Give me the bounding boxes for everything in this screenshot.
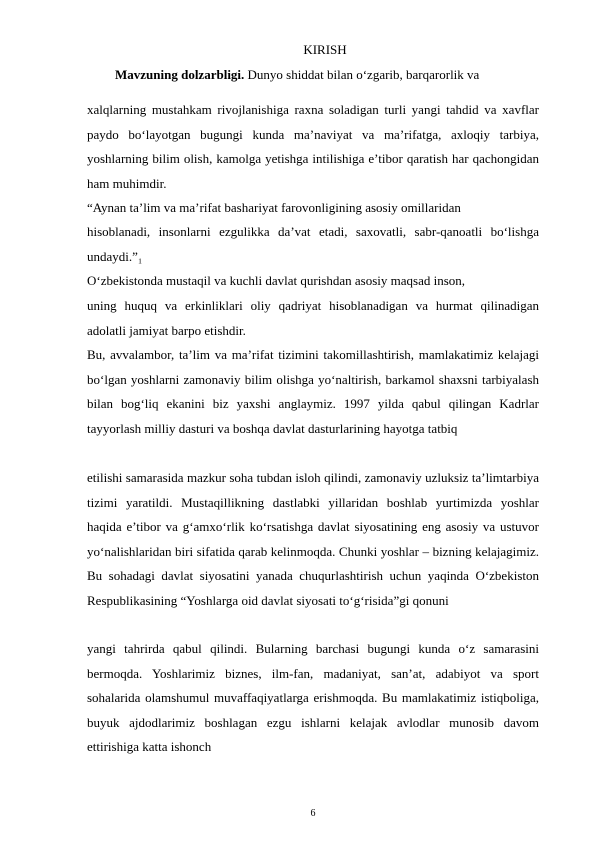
paragraph-quote-start: “Aynan ta’lim va ma’rifat bashariyat farovonligining asosiy omillaridan [87,200,461,215]
paragraph-threats: xalqlarning mustahkam rivojlanishiga raxna soladigan turli yangi tahdid va xavflar paydo bo‘layotgan bugungi kunda ma’naviyat va ma’rifatga, axloqiy tarbiya, yoshlarning bilim olish, kamolga yetishga intilishiga e’tibor qaratish har qachongidan ham muhimdir. [87,102,539,191]
page-number: 6 [310,808,316,819]
paragraph-society: uning huquq va erkinliklari oliy qadriyat hisoblanadigan va hurmat qilinadigan adolatli jamiyat barpo etishdir. [87,298,539,338]
paragraph-quote-end: hisoblanadi, insonlarni ezgulikka da’vat etadi, saxovatli, sabr-qanoatli bo‘lishga undaydi.”₁ [87,224,539,264]
relevance-label: Mavzuning dolzarbligi. [115,67,245,82]
relevance-text: Dunyo shiddat bilan o‘zgarib, barqarorlik va [244,67,480,82]
paragraph-state-goal: O‘zbekistonda mustaqil va kuchli davlat qurishdan asosiy maqsad inson, [87,273,466,288]
paragraph-relevance [87,63,539,88]
page-heading: KIRISH [303,42,347,57]
paragraph-youth-policy: etilishi samarasida mazkur soha tubdan isloh qilindi, zamonaviy uzluksiz ta’limtarbiya tizimi yaratildi. Mustaqillikning dastlabki yillaridan boshlab yurtimizda yoshlar haqida e’tibor va g‘amxo‘rlik ko‘rsatishga davlat siyosatining eng asosiy va ustuvor yo‘nalishlaridan biri sifatida qarab kelinmoqda. Chunki yoshlar – bizning kelajagimiz. Bu sohadagi davlat siyosatini yanada chuqurlashtirish uchun yaqinda O‘zbekiston Respublikasining “Yoshlarga oid davlat siyosati to‘g‘risida”gi qonuni [87,470,539,608]
paragraph-education-system: Bu, avvalambor, ta’lim va ma’rifat tizimini takomillashtirish, mamlakatimiz kelajagi bo‘lgan yoshlarni zamonaviy bilim olishga yo‘naltirish, barkamol shaxsni tarbiyalash bilan bog‘liq ekanini biz yaxshi anglaymiz. 1997 yilda qabul qilingan Kadrlar tayyorlash milliy dasturi va boshqa davlat dasturlarining hayotga tatbiq [87,347,539,436]
paragraph-youth-success: yangi tahrirda qabul qilindi. Bularning barchasi bugungi kunda o‘z samarasini bermoqda. Yoshlarimiz biznes, ilm-fan, madaniyat, san’at, adabiyot va sport sohalarida olamshumul muvaffaqiyatlarga erishmoqda. Bu mamlakatimiz istiqboliga, buyuk ajdodlarimiz boshlagan ezgu ishlarni kelajak avlodlar munosib davom ettirishiga katta ishonch [87,641,539,754]
